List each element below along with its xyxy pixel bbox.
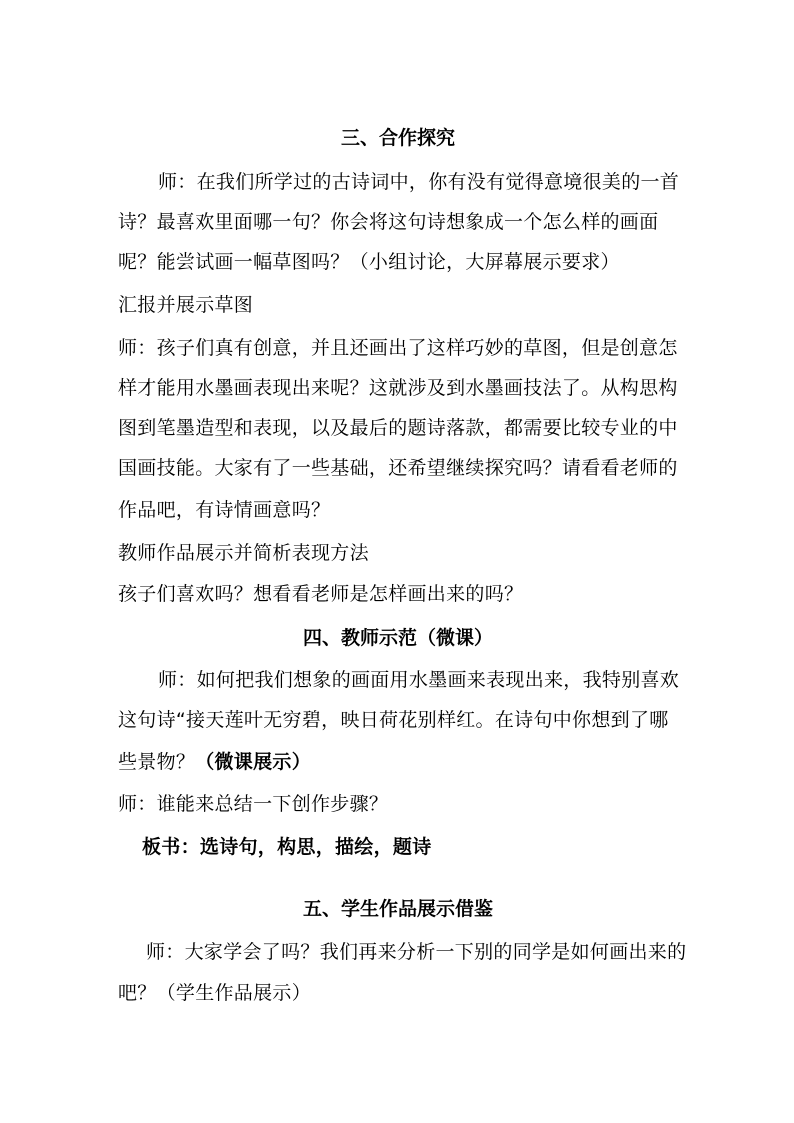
s3-p3-line5: 作品吧，有诗情画意吗？ [118,499,331,521]
s4-p1-line3: 些景物？ [118,751,196,773]
s4-p1-bold: （微课展示） [195,751,312,773]
s5-p1-line1: 师：大家学会了吗？我们再来分析一下别的同学是如何画出来的 [146,941,687,963]
s3-p4: 教师作品展示并简析表现方法 [118,542,369,564]
s3-p3-line1: 师：孩子们真有创意，并且还画出了这样巧妙的草图，但是创意怎 [118,337,678,359]
s4-p3-blackboard: 板书：选诗句，构思，描绘，题诗 [142,836,432,858]
s3-p3-line3: 图到笔墨造型和表现，以及最后的题诗落款，都需要比较专业的中 [118,417,678,439]
s3-p1-line1: 师：在我们所学过的古诗词中，你有没有觉得意境很美的一首 [158,171,680,193]
s3-p3-line2: 样才能用水墨画表现出来呢？这就涉及到水墨画技法了。从构思构 [118,377,678,399]
s4-p1-line1: 师：如何把我们想象的画面用水墨画来表现出来，我特别喜欢 [158,669,680,691]
s3-p1-line3: 呢？能尝试画一幅草图吗？（小组讨论，大屏幕展示要求） [118,251,620,273]
s3-p3-line4: 国画技能。大家有了一些基础，还希望继续探究吗？请看看老师的 [118,457,678,479]
section-5-heading: 五、学生作品展示借鉴 [302,898,493,920]
s3-p5: 孩子们喜欢吗？想看看老师是怎样画出来的吗？ [118,583,524,605]
section-4-heading: 四、教师示范（微课） [302,627,493,649]
s4-p2: 师：谁能来总结一下创作步骤？ [118,793,389,815]
s3-p2: 汇报并展示草图 [118,294,254,316]
s4-p1-line3-wrap [118,750,678,774]
s3-p1-line2: 诗？最喜欢里面哪一句？你会将这句诗想象成一个怎么样的画面 [118,211,659,233]
s5-p1-line2: 吧？（学生作品展示） [118,982,312,1004]
section-3-heading: 三、合作探究 [340,127,455,149]
s4-p1-line2: 这句诗“接天莲叶无穷碧，映日荷花别样红。在诗句中你想到了哪 [118,709,669,731]
